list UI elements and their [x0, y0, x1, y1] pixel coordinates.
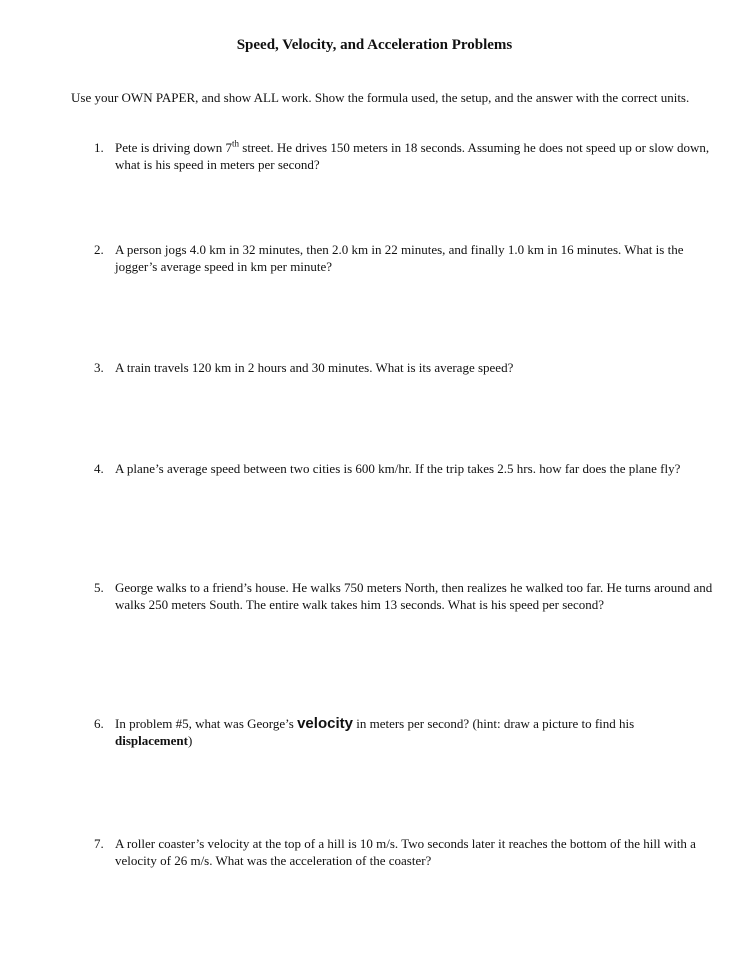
instructions: Use your OWN PAPER, and show ALL work. Show the formula used, the setup, and the answer with the correct units.: [71, 90, 690, 105]
problem-2: [94, 241, 714, 275]
emphasized-term-displacement: displacement: [115, 733, 188, 748]
problem-7: [94, 835, 714, 869]
problem-text-part: In problem #5, what was George’s: [115, 716, 298, 731]
problem-number: 7.: [94, 836, 104, 851]
problem-number: 3.: [94, 360, 104, 375]
problem-text: [115, 715, 714, 749]
problem-text-part: Pete is driving down 7: [115, 140, 232, 155]
problem-text-part: street. He drives 150 meters in 18 seconds. Assuming he does not speed up or slow down, what is his speed in meters per second?: [115, 140, 710, 172]
problem-text: [115, 139, 714, 173]
emphasized-term-velocity: velocity: [297, 715, 353, 732]
problem-3: [94, 359, 714, 376]
problem-number: 5.: [94, 580, 104, 595]
problem-text: A roller coaster’s velocity at the top of a hill is 10 m/s. Two seconds later it reaches the bottom of the hill with a velocity of 26 m/s. What was the acceleration of the coaster?: [115, 836, 696, 868]
problem-number: 6.: [94, 716, 104, 731]
problem-4: [94, 460, 714, 477]
problem-text-part: in meters per second? (hint: draw a picture to find his: [352, 716, 635, 731]
problem-number: 2.: [94, 242, 104, 257]
problem-number: 1.: [94, 140, 104, 155]
problem-text: George walks to a friend’s house. He walks 750 meters North, then realizes he walked too far. He turns around and walks 250 meters South. The entire walk takes him 13 seconds. What is his speed per second?: [115, 580, 713, 612]
problem-text: A plane’s average speed between two cities is 600 km/hr. If the trip takes 2.5 hrs. how far does the plane fly?: [115, 461, 681, 476]
problem-number: 4.: [94, 461, 104, 476]
problem-text-part: ): [187, 733, 193, 748]
problem-5: [94, 579, 714, 613]
ordinal-superscript: th: [232, 138, 240, 149]
page-title: Speed, Velocity, and Acceleration Problems: [236, 37, 513, 53]
problem-text: A person jogs 4.0 km in 32 minutes, then 2.0 km in 22 minutes, and finally 1.0 km in 16 minutes. What is the jogger’s average speed in km per minute?: [115, 242, 684, 274]
problem-6: [94, 715, 714, 749]
problem-1: [94, 139, 714, 173]
problem-text: A train travels 120 km in 2 hours and 30 minutes. What is its average speed?: [115, 360, 514, 375]
